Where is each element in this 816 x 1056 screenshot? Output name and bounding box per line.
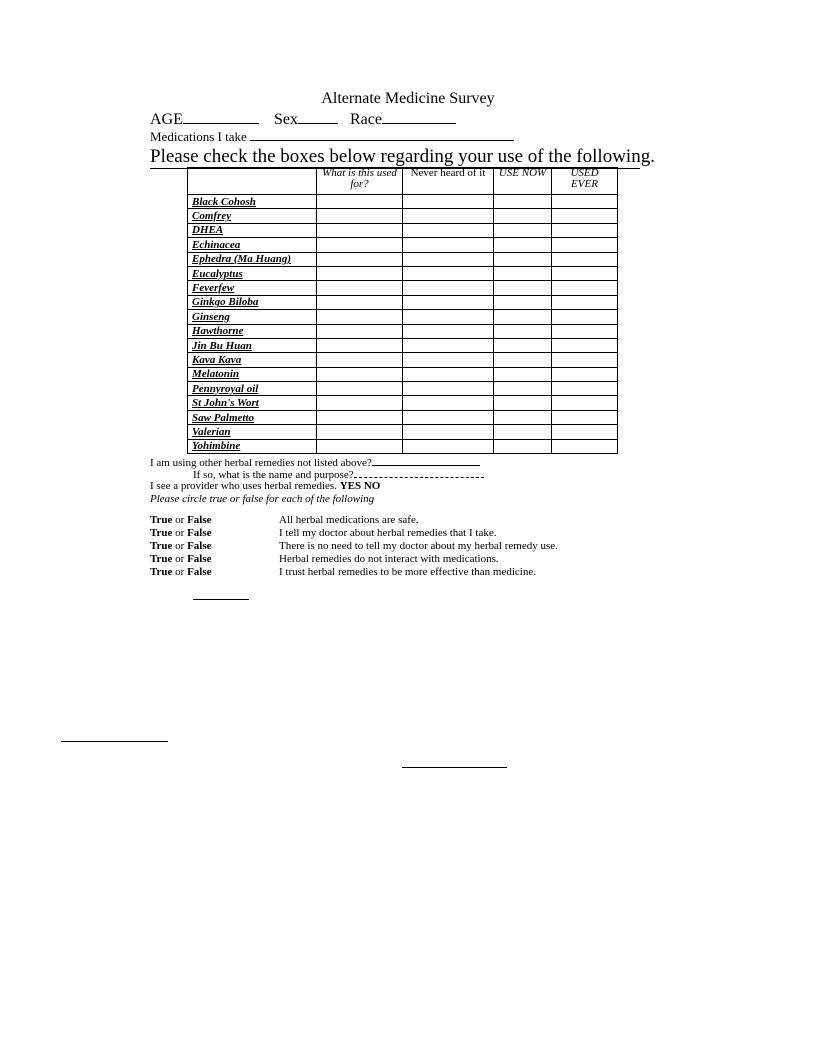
race-blank[interactable] [382,109,456,124]
column-header-herb [188,168,317,195]
use-now-checkbox[interactable] [494,195,552,209]
use-now-checkbox[interactable] [494,223,552,237]
true-or-false-choice[interactable] [150,553,212,565]
table-row [188,238,618,252]
used-for-cell[interactable] [317,410,403,424]
use-now-checkbox[interactable] [494,353,552,367]
used-for-cell[interactable] [317,295,403,309]
table-row [188,396,618,410]
used-ever-checkbox[interactable] [552,238,618,252]
use-now-checkbox[interactable] [494,295,552,309]
table-row [188,439,618,453]
used-ever-checkbox[interactable] [552,252,618,266]
used-for-cell[interactable] [317,353,403,367]
false-option[interactable]: False [187,566,212,578]
never-heard-checkbox[interactable] [403,382,494,396]
medications-label: Medications I take [150,129,247,144]
used-ever-checkbox[interactable] [552,295,618,309]
herb-name: Comfrey [188,209,317,223]
true-option[interactable]: True [150,566,173,578]
herb-name: Echinacea [188,238,317,252]
medications-blank[interactable] [250,128,514,141]
or-label: or [172,514,188,526]
table-row [188,324,618,338]
herb-name: Saw Palmetto [188,410,317,424]
never-heard-checkbox[interactable] [403,195,494,209]
used-for-cell[interactable] [317,281,403,295]
used-ever-checkbox[interactable] [552,439,618,453]
herb-survey-table [187,167,618,454]
table-row [188,382,618,396]
true-false-statement: There is no need to tell my doctor about my herbal remedy use. [279,540,558,552]
table-row [188,295,618,309]
or-label: or [172,566,188,578]
used-ever-checkbox[interactable] [552,223,618,237]
race-field[interactable] [350,109,456,129]
herb-name: Black Cohosh [188,195,317,209]
use-now-checkbox[interactable] [494,338,552,352]
never-heard-checkbox[interactable] [403,238,494,252]
never-heard-checkbox[interactable] [403,209,494,223]
table-row [188,195,618,209]
sex-label: Sex [274,111,298,128]
never-heard-checkbox[interactable] [403,353,494,367]
used-for-cell[interactable] [317,266,403,280]
never-heard-checkbox[interactable] [403,266,494,280]
column-header-used-ever: USED EVER [552,168,618,195]
or-label: or [172,527,188,539]
column-header-never-heard: Never heard of it [403,168,494,195]
used-ever-checkbox[interactable] [552,353,618,367]
used-for-cell[interactable] [317,209,403,223]
or-label: or [172,540,188,552]
used-ever-checkbox[interactable] [552,396,618,410]
used-ever-checkbox[interactable] [552,410,618,424]
used-for-cell[interactable] [317,238,403,252]
herb-name: Feverfew [188,281,317,295]
footnote-line [402,767,507,768]
herb-name: Kava Kava [188,353,317,367]
circle-instruction: Please circle true or false for each of the following [150,493,375,505]
herb-name: Valerian [188,425,317,439]
used-ever-checkbox[interactable] [552,209,618,223]
used-for-cell[interactable] [317,223,403,237]
never-heard-checkbox[interactable] [403,281,494,295]
true-option[interactable]: True [150,514,173,526]
page-title: Alternate Medicine Survey [321,90,495,107]
table-row [188,252,618,266]
used-for-cell[interactable] [317,324,403,338]
used-ever-checkbox[interactable] [552,338,618,352]
true-option[interactable]: True [150,540,173,552]
herb-name: DHEA [188,223,317,237]
medications-field[interactable] [150,128,514,145]
true-or-false-choice[interactable] [150,527,212,539]
use-now-checkbox[interactable] [494,382,552,396]
race-label: Race [350,111,382,128]
table-row [188,209,618,223]
never-heard-checkbox[interactable] [403,310,494,324]
false-option[interactable]: False [187,527,212,539]
other-remedies-label: I am using other herbal remedies not listed above? [150,457,372,469]
used-ever-checkbox[interactable] [552,195,618,209]
sex-blank[interactable] [298,109,338,124]
used-for-cell[interactable] [317,425,403,439]
herb-name: Eucalyptus [188,266,317,280]
false-option[interactable]: False [187,540,212,552]
use-now-checkbox[interactable] [494,266,552,280]
used-for-cell[interactable] [317,338,403,352]
herb-name: Yohimbine [188,439,317,453]
true-option[interactable]: True [150,527,173,539]
used-for-cell[interactable] [317,195,403,209]
table-row [188,281,618,295]
other-remedies-blank[interactable] [372,455,480,466]
herb-name: Ginseng [188,310,317,324]
sex-field[interactable] [274,109,338,129]
use-now-checkbox[interactable] [494,396,552,410]
instruction-text: Please check the boxes below regarding your use of the following. [150,146,655,167]
true-false-statement: I tell my doctor about herbal remedies that I take. [279,527,497,539]
use-now-checkbox[interactable] [494,425,552,439]
used-ever-checkbox[interactable] [552,281,618,295]
age-field[interactable] [150,109,259,129]
table-row [188,410,618,424]
if-so-label: If so, what is the name and purpose? [193,469,354,481]
table-row [188,353,618,367]
true-or-false-choice[interactable] [150,514,212,526]
never-heard-checkbox[interactable] [403,252,494,266]
if-so-question[interactable] [193,467,484,481]
table-row [188,338,618,352]
never-heard-checkbox[interactable] [403,295,494,309]
age-label: AGE [150,111,183,128]
table-header-row [188,168,618,195]
used-ever-checkbox[interactable] [552,425,618,439]
table-row [188,425,618,439]
herb-name: Hawthorne [188,324,317,338]
footnote-line [61,741,168,742]
herb-name: St John's Wort [188,396,317,410]
used-for-cell[interactable] [317,252,403,266]
used-for-cell[interactable] [317,367,403,381]
used-for-cell[interactable] [317,439,403,453]
herb-name: Melatonin [188,367,317,381]
signature-line [193,599,249,600]
use-now-checkbox[interactable] [494,238,552,252]
used-ever-checkbox[interactable] [552,324,618,338]
never-heard-checkbox[interactable] [403,367,494,381]
used-for-cell[interactable] [317,396,403,410]
table-row [188,310,618,324]
never-heard-checkbox[interactable] [403,410,494,424]
true-false-statement: I trust herbal remedies to be more effective than medicine. [279,566,536,578]
use-now-checkbox[interactable] [494,281,552,295]
used-for-cell[interactable] [317,310,403,324]
true-or-false-choice[interactable] [150,540,212,552]
herb-name: Jin Bu Huan [188,338,317,352]
true-or-false-choice[interactable] [150,566,212,578]
provider-label: I see a provider who uses herbal remedies. [150,480,337,492]
false-option[interactable]: False [187,514,212,526]
use-now-checkbox[interactable] [494,410,552,424]
provider-yes-no[interactable]: YES NO [339,480,381,492]
never-heard-checkbox[interactable] [403,396,494,410]
herb-name: Pennyroyal oil [188,382,317,396]
table-row [188,266,618,280]
table-row [188,367,618,381]
never-heard-checkbox[interactable] [403,439,494,453]
used-ever-checkbox[interactable] [552,266,618,280]
false-option[interactable]: False [187,553,212,565]
use-now-checkbox[interactable] [494,367,552,381]
used-ever-checkbox[interactable] [552,310,618,324]
never-heard-checkbox[interactable] [403,324,494,338]
provider-question [150,480,380,492]
column-header-use-now: USE NOW [494,168,552,195]
true-false-statement: Herbal remedies do not interact with medications. [279,553,499,565]
never-heard-checkbox[interactable] [403,338,494,352]
use-now-checkbox[interactable] [494,324,552,338]
or-label: or [172,553,188,565]
true-option[interactable]: True [150,553,173,565]
if-so-blank[interactable] [354,467,484,478]
column-header-used-for: What is this used for? [317,168,403,195]
use-now-checkbox[interactable] [494,439,552,453]
never-heard-checkbox[interactable] [403,425,494,439]
herb-name: Ephedra (Ma Huang) [188,252,317,266]
true-false-statement: All herbal medications are safe. [279,514,419,526]
never-heard-checkbox[interactable] [403,223,494,237]
used-for-cell[interactable] [317,382,403,396]
use-now-checkbox[interactable] [494,209,552,223]
use-now-checkbox[interactable] [494,252,552,266]
used-ever-checkbox[interactable] [552,367,618,381]
use-now-checkbox[interactable] [494,310,552,324]
herb-name: Ginkgo Biloba [188,295,317,309]
used-ever-checkbox[interactable] [552,382,618,396]
table-row [188,223,618,237]
age-blank[interactable] [183,109,259,124]
